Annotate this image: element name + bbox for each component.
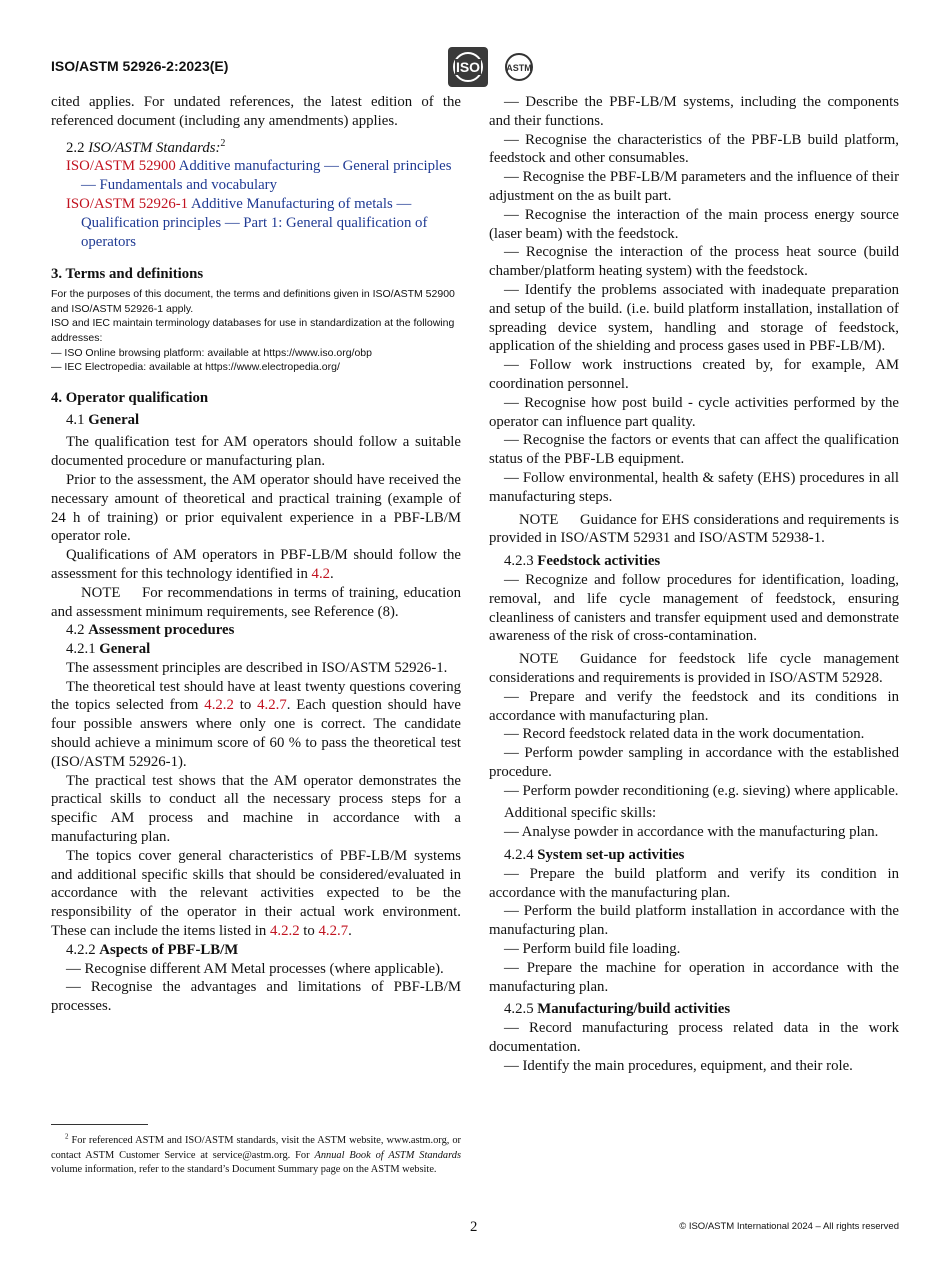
section-4-2-4-heading: 4.2.4 System set-up activities — [504, 847, 685, 864]
terms-iso-obp: — ISO Online browsing platform: available at https://www.iso.org/obp — [51, 346, 372, 359]
setup-item-1: — Prepare the build platform and verify its condition in accordance with the manufacturing plan. — [489, 865, 899, 901]
build-item-2: — Identify the main procedures, equipment, and their role. — [504, 1057, 853, 1074]
link-4-2-7[interactable]: 4.2.7 — [318, 923, 349, 940]
aspects-item-9: — Follow work instructions created by, for example, AM coordination personnel. — [489, 357, 899, 392]
left-column — [51, 93, 461, 1016]
aspects-item-6: — Recognise the interaction of the main process energy source (laser beam) with the feedstock. — [489, 206, 899, 242]
feedstock-item-3: — Record feedstock related data in the work documentation. — [504, 726, 865, 743]
link-4-2-7[interactable]: 4.2.7 — [257, 697, 287, 714]
copyright-notice: © ISO/ASTM International 2024 – All rights reserved — [679, 1221, 899, 1232]
feedstock-item-1: — Recognize and follow procedures for identification, loading, removal, and life cycle management of feedstock, ensuring cleanliness of canisters and transfer equipment used and demonstrate awareness of the risk of cross-contamination. — [489, 571, 899, 645]
astm-logo — [502, 50, 536, 84]
reference-iso-astm-52926-1[interactable]: ISO/ASTM 52926-1 Additive Manufacturing of metals — Qualification principles — Part 1: General qualification of operators — [66, 195, 428, 250]
aspects-item-4: — Recognise the characteristics of the PBF-LB build platform, feedstock and other consumables. — [489, 131, 899, 167]
aspects-item-10: — Recognise how post build - cycle activities performed by the operator can influence part quality. — [489, 394, 899, 430]
aspects-item-12: — Follow environmental, health & safety (EHS) procedures in all manufacturing steps. — [489, 469, 899, 505]
aspects-item-5: — Recognise the PBF-LB/M parameters and the influence of their adjustment on the as built part. — [489, 169, 899, 204]
section-4-2-5-heading: 4.2.5 Manufacturing/build activities — [504, 1001, 731, 1018]
link-4-2-2[interactable]: 4.2.2 — [270, 923, 300, 940]
document-id-header: ISO/ASTM 52926-2:2023(E) — [51, 58, 229, 74]
section-4-2-heading: 4.2 Assessment procedures — [66, 622, 235, 639]
link-4-2[interactable]: 4.2 — [311, 565, 331, 582]
footnote-rule — [51, 1124, 148, 1125]
aspects-item-3: — Describe the PBF-LB/M systems, including the components and their functions. — [489, 94, 899, 129]
footnote-2: $^2$ For referenced ASTM and ISO/ASTM standards, visit the ASTM website, www.astm.org, or contact ASTM Customer Service at service@astm.org. For Annual Book of ASTM Standards volume information, refer to the standard’s Document Summary page on the ASTM website. — [51, 1132, 462, 1176]
reference-iso-astm-52900[interactable]: ISO/ASTM 52900 Additive manufacturing — General principles — Fundamentals and vocabulary — [66, 158, 452, 194]
section-4-2-1-heading: 4.2.1 General — [66, 641, 151, 658]
aspects-item-2: — Recognise the advantages and limitations of PBF-LB/M processes. — [51, 979, 461, 1015]
terms-paragraph-1: For the purposes of this document, the terms and definitions given in ISO/ASTM 52900 and ISO/ASTM 52926-1 apply. — [51, 288, 455, 315]
build-item-1: — Record manufacturing process related data in the work documentation. — [489, 1020, 899, 1056]
section-4-1-paragraph-3: Qualifications of AM operators in PBF-LB/M should follow the assessment for this technology identified in 4.2. — [51, 547, 461, 582]
aspects-item-11: — Recognise the factors or events that can affect the qualification status of the PBF-LB equipment. — [489, 432, 899, 468]
page-number: 2 — [470, 1219, 478, 1235]
iso-logo: ISO — [448, 47, 488, 87]
feedstock-item-2: — Prepare and verify the feedstock and its conditions in accordance with manufacturing plan. — [489, 688, 899, 724]
feedstock-item-6: — Analyse powder in accordance with the manufacturing plan. — [504, 824, 879, 841]
intro-paragraph: cited applies. For undated references, the latest edition of the referenced document (including any amendments) applies. — [51, 94, 461, 129]
terms-paragraph-2: ISO and IEC maintain terminology databases for use in standardization at the following addresses: — [51, 317, 455, 344]
header-logos — [448, 47, 536, 87]
terms-iec-electropedia: — IEC Electropedia: available at https://www.electropedia.org/ — [51, 361, 340, 374]
section-4-2-1-paragraph-4: The topics cover general characteristics of PBF-LB/M systems and additional specific skills that should be considered/evaluated in accordance with the relevant activities expected to be the responsibility of the operator in their actual work environment. These can include the items listed in 4.2.2 to 4.2.7. — [51, 847, 461, 940]
feedstock-note: NOTE Guidance for feedstock life cycle management considerations and requirements is provided in ISO/ASTM 52928. — [489, 651, 899, 686]
section-3-heading: 3. Terms and definitions — [51, 266, 204, 283]
setup-item-4: — Prepare the machine for operation in accordance with the manufacturing plan. — [489, 959, 899, 995]
section-4-2-1-paragraph-2: The theoretical test should have at least twenty questions covering the topics selected from 4.2.2 to 4.2.7. Each question should have four possible answers where only one is correct. The candidate should achieve a minimum score of 60 % to pass the theoretical test (ISO/ASTM 52926-1). — [51, 678, 461, 770]
ehs-note: NOTE Guidance for EHS considerations and requirements is provided in ISO/ASTM 52931 and ISO/ASTM 52938-1. — [489, 511, 899, 547]
right-column — [489, 93, 899, 1076]
svg-text:ASTM: ASTM — [506, 63, 532, 73]
link-4-2-2[interactable]: 4.2.2 — [204, 697, 234, 714]
additional-skills-label: Additional specific skills: — [504, 805, 657, 822]
section-4-heading: 4. Operator qualification — [51, 389, 209, 406]
aspects-item-8: — Identify the problems associated with inadequate preparation and setup of the build. (i.e. build platform installation, installation of spreading device system, handling and storage of feedstock, application of the shielding and process gases used in PBF-LB/M). — [489, 281, 899, 355]
aspects-item-1: — Recognise different AM Metal processes (where applicable). — [66, 960, 444, 977]
setup-item-2: — Perform the build platform installation in accordance with the manufacturing plan. — [489, 903, 899, 939]
section-4-1-heading: 4.1 General — [66, 411, 140, 428]
section-4-2-3-heading: 4.2.3 Feedstock activities — [504, 553, 661, 570]
section-4-2-1-paragraph-1: The assessment principles are described in ISO/ASTM 52926-1. — [66, 659, 448, 676]
section-4-2-2-heading: 4.2.2 Aspects of PBF-LB/M — [66, 941, 239, 958]
section-4-2-1-paragraph-3: The practical test shows that the AM operator demonstrates the practical skills to conduct all the necessary process steps for a specific AM process and machine in accordance with a manufacturing plan. — [51, 772, 461, 846]
setup-item-3: — Perform build file loading. — [504, 941, 681, 958]
section-2-2-heading: 2.2 ISO/ASTM Standards:$^2$ — [66, 137, 226, 156]
aspects-item-7: — Recognise the interaction of the process heat source (build chamber/platform heating system) with the feedstock. — [489, 244, 899, 280]
feedstock-item-5: — Perform powder reconditioning (e.g. sieving) where applicable. — [504, 782, 899, 799]
section-4-1-paragraph-1: The qualification test for AM operators should follow a suitable documented procedure or manufacturing plan. — [51, 434, 461, 470]
section-4-1-paragraph-2: Prior to the assessment, the AM operator should have received the necessary amount of theoretical and practical training (example of 24 h of training) or prior equivalent experience in a PBF-LB/M operator role. — [51, 471, 461, 545]
section-4-1-note: NOTE For recommendations in terms of training, education and assessment minimum requirements, see Reference (8). — [51, 584, 461, 620]
feedstock-item-4: — Perform powder sampling in accordance with the established procedure. — [489, 745, 899, 780]
